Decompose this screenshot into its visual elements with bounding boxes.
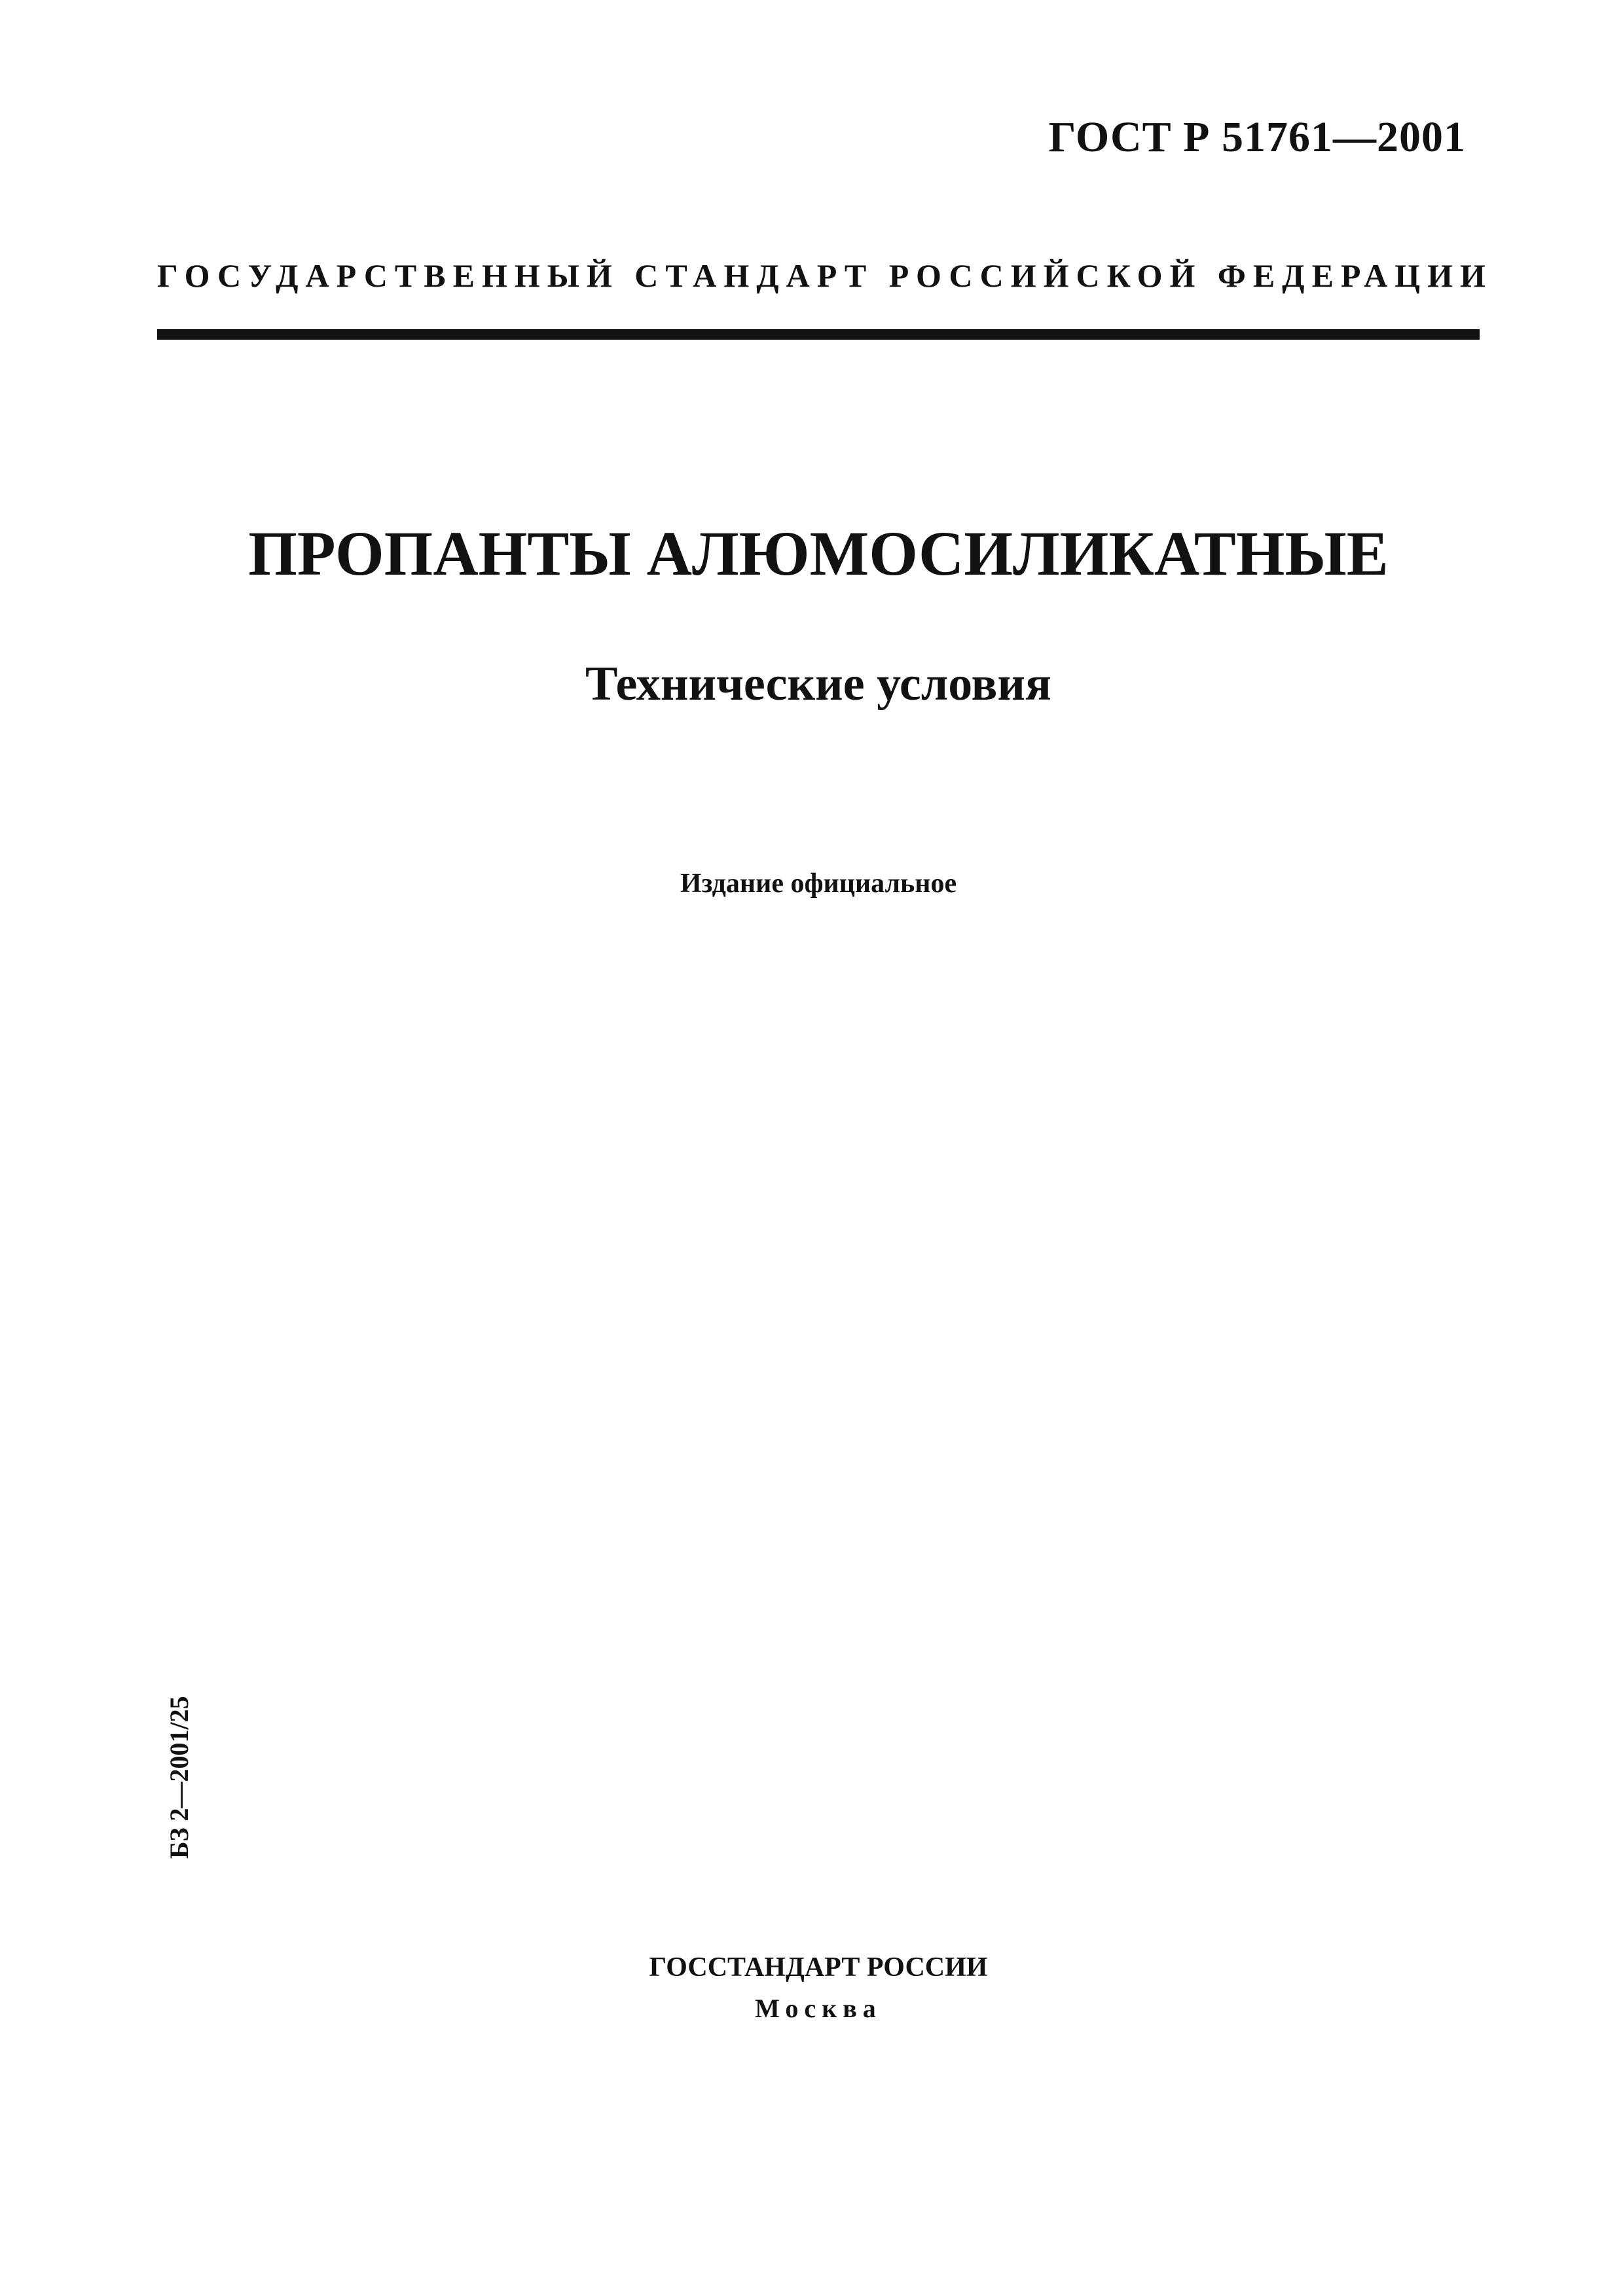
header-divider: [157, 329, 1480, 340]
document-code: ГОСТ Р 51761—2001: [1048, 113, 1466, 161]
side-code-text: БЗ 2—2001/25: [164, 1696, 194, 1859]
publisher: ГОССТАНДАРТ РОССИИ: [649, 1952, 988, 1982]
publisher-city: Москва: [755, 1994, 882, 2023]
document-title: ПРОПАНТЫ АЛЮМОСИЛИКАТНЫЕ: [248, 518, 1389, 588]
document-subtitle: Технические условия: [585, 657, 1051, 711]
edition-label: Издание официальное: [680, 869, 957, 899]
header-line: ГОСУДАРСТВЕННЫЙ СТАНДАРТ РОССИЙСКОЙ ФЕДЕРАЦИИ: [157, 257, 1493, 294]
